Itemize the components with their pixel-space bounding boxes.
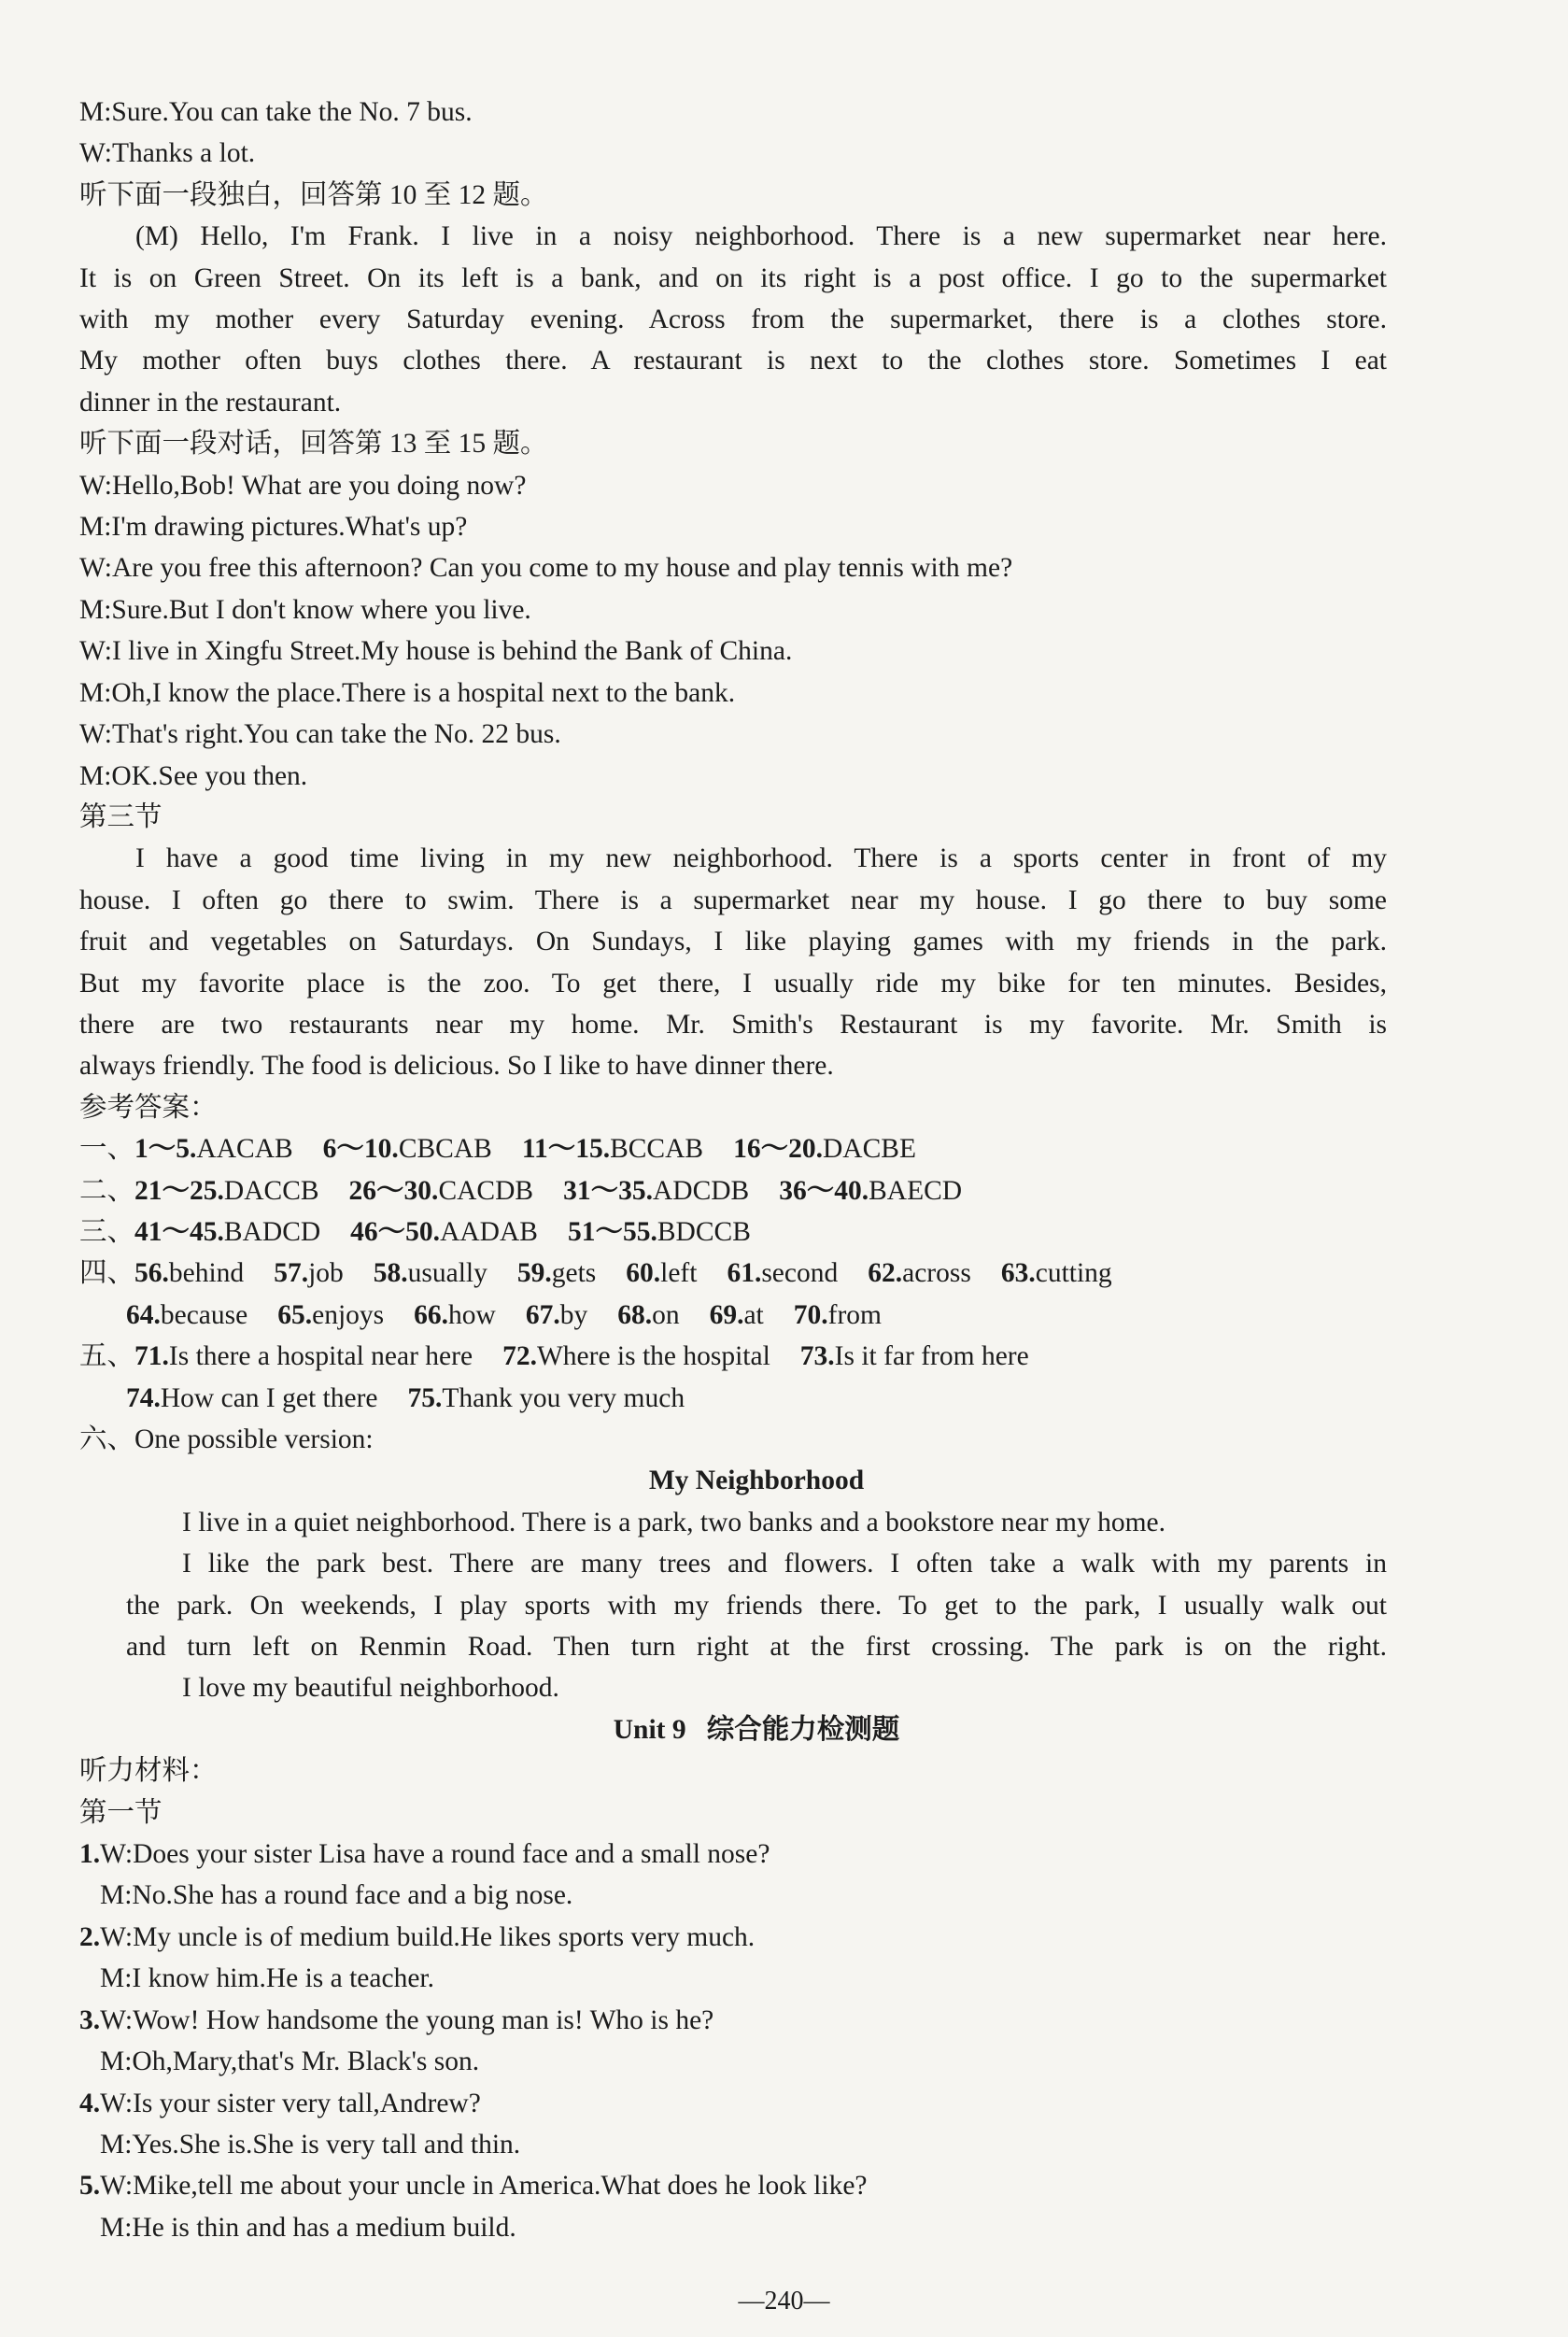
answer-range: 46～50. — [350, 1216, 441, 1247]
answer-num: 60. — [626, 1258, 661, 1289]
answer-value: DACCB — [223, 1175, 319, 1206]
answer-value: CBCAB — [398, 1134, 492, 1165]
passage-line: always friendly. The food is delicious. So I like to have dinner there. — [79, 1051, 834, 1082]
answer-range: 41～45. — [134, 1216, 224, 1247]
dialogue-line: W:I live in Xingfu Street.My house is behind the Bank of China. — [79, 636, 793, 667]
dialogue-block — [79, 465, 1387, 797]
unit-title: Unit 9 综合能力检测题 — [613, 1714, 900, 1745]
answer-value: by — [559, 1299, 588, 1330]
section-label: 第三节 — [79, 801, 162, 832]
answer-value: Is there a hospital near here — [168, 1341, 473, 1372]
answer-row-6: 六、One possible version: — [79, 1424, 374, 1454]
answer-value: gets — [551, 1258, 597, 1289]
answer-value: AADAB — [440, 1216, 538, 1247]
section3-passage — [79, 838, 1387, 1086]
answer-num: 59. — [516, 1258, 552, 1289]
monologue-line: dinner in the restaurant. — [79, 387, 342, 418]
item-number: 3. — [79, 2004, 101, 2035]
dialogue-item — [79, 2000, 1387, 2041]
answer-range: 11～15. — [521, 1134, 611, 1165]
man-line: M:No.She has a round face and a big nose. — [100, 1880, 573, 1911]
dialogue-line: M:Sure.But I don't know where you live. — [79, 594, 531, 625]
essay-body — [79, 1502, 1387, 1709]
answer-range: 31～35. — [563, 1175, 653, 1206]
dialogue-item — [79, 1917, 1387, 1958]
answer-range: 16～20. — [733, 1134, 823, 1165]
item-number: 1. — [79, 1839, 101, 1870]
answer-value: second — [761, 1258, 839, 1289]
item-number: 2. — [79, 1921, 101, 1952]
answer-value: BADCD — [223, 1216, 321, 1247]
answer-range: 51～55. — [567, 1216, 657, 1247]
dialogue-line: M:Sure.You can take the No. 7 bus. — [79, 97, 473, 127]
answer-value: BDCCB — [657, 1216, 751, 1247]
answer-value: Thank you very much — [442, 1382, 685, 1413]
answer-num: 58. — [373, 1258, 408, 1289]
monologue-line: (M) Hello, I'm Frank. I live in a noisy neighborhood. There is a new supermarket near here. — [135, 221, 1387, 252]
woman-line: W:Is your sister very tall,Andrew? — [100, 2088, 481, 2118]
answer-num: 73. — [799, 1341, 835, 1372]
answer-range: 1～5. — [134, 1134, 197, 1165]
answer-value: Where is the hospital — [536, 1341, 770, 1372]
unit9-dialogues — [79, 1834, 1387, 2248]
answer-range: 21～25. — [134, 1175, 224, 1206]
answer-num: 68. — [617, 1299, 653, 1330]
essay-line: and turn left on Renmin Road. Then turn right at the first crossing. The park is on the right. — [126, 1632, 1387, 1663]
answer-num: 63. — [1000, 1258, 1036, 1289]
answer-num: 65. — [277, 1299, 313, 1330]
answer-value: cutting — [1035, 1258, 1112, 1289]
answer-value: CACDB — [438, 1175, 534, 1206]
answer-value: behind — [168, 1258, 245, 1289]
answer-range: 36～40. — [779, 1175, 869, 1206]
answer-num: 61. — [727, 1258, 762, 1289]
answer-num: 69. — [709, 1299, 744, 1330]
dialogue-item — [79, 1834, 1387, 1875]
dialogue-item — [79, 2083, 1387, 2124]
essay-line: I like the park best. There are many trees and flowers. I often take a walk with my parents in — [182, 1549, 1387, 1579]
answer-num: 71. — [134, 1341, 169, 1372]
section-heading: 听下面一段对话，回答第 13 至 15 题。 — [79, 429, 548, 460]
essay-title: My Neighborhood — [648, 1466, 865, 1496]
answer-row-4b — [79, 1295, 1387, 1336]
answer-num: 62. — [868, 1258, 903, 1289]
dialogue-line: W:Hello,Bob! What are you doing now? — [79, 470, 527, 501]
answer-value: Is it far from here — [834, 1341, 1029, 1372]
listening-label: 听力材料： — [79, 1756, 218, 1787]
answer-value: BAECD — [869, 1175, 963, 1206]
monologue-line: My mother often buys clothes there. A restaurant is next to the clothes store. Sometimes I eat — [79, 346, 1387, 376]
answer-value: How can I get there — [160, 1382, 378, 1413]
dialogue-line: M:I'm drawing pictures.What's up? — [79, 512, 468, 543]
answer-value: at — [743, 1299, 764, 1330]
answer-range: 26～30. — [348, 1175, 439, 1206]
answer-num: 70. — [793, 1299, 828, 1330]
man-line: M:Yes.She is.She is very tall and thin. — [100, 2129, 521, 2160]
answer-prefix: 一、 — [79, 1134, 135, 1165]
answer-row-2 — [79, 1170, 1387, 1211]
man-line: M:He is thin and has a medium build. — [100, 2212, 516, 2243]
answer-value: BCCAB — [610, 1134, 704, 1165]
answer-row-1 — [79, 1128, 1387, 1169]
dialogue-line: M:OK.See you then. — [79, 760, 308, 791]
answer-value: DACBE — [822, 1134, 916, 1165]
answer-value: enjoys — [312, 1299, 385, 1330]
answer-num: 72. — [502, 1341, 537, 1372]
section-heading: 听下面一段独白，回答第 10 至 12 题。 — [79, 179, 548, 210]
essay-line: the park. On weekends, I play sports with my friends there. To get to the park, I usually walk out — [126, 1590, 1387, 1621]
dialogue-line: W:That's right.You can take the No. 22 bus. — [79, 719, 561, 750]
dialogue-item — [79, 2165, 1387, 2206]
answer-prefix: 四、 — [79, 1258, 135, 1289]
essay-paragraph: I live in a quiet neighborhood. There is a park, two banks and a bookstore near my home. — [182, 1507, 1165, 1537]
answer-num: 67. — [525, 1299, 560, 1330]
monologue-line: It is on Green Street. On its left is a bank, and on its right is a post office. I go to the supermarket — [79, 262, 1387, 293]
woman-line: W:My uncle is of medium build.He likes sports very much. — [100, 1921, 756, 1952]
page-content — [79, 92, 1387, 2248]
answer-num: 66. — [414, 1299, 449, 1330]
woman-line: W:Wow! How handsome the young man is! Who is he? — [100, 2004, 714, 2035]
answer-value: usually — [407, 1258, 487, 1289]
answer-value: ADCDB — [652, 1175, 750, 1206]
passage-line: I have a good time living in my new neighborhood. There is a sports center in front of my — [135, 843, 1387, 874]
answer-row-3 — [79, 1211, 1387, 1253]
passage-line: But my favorite place is the zoo. To get there, I usually ride my bike for ten minutes. Besides, — [79, 968, 1387, 999]
answer-num: 64. — [126, 1299, 161, 1330]
dialogue-line: W:Thanks a lot. — [79, 138, 256, 169]
answer-range: 6～10. — [322, 1134, 399, 1165]
item-number: 5. — [79, 2171, 101, 2202]
answer-value: how — [448, 1299, 496, 1330]
answer-value: on — [652, 1299, 680, 1330]
answer-row-4a — [79, 1253, 1387, 1294]
passage-line: fruit and vegetables on Saturdays. On Sundays, I like playing games with my friends in the park. — [79, 927, 1387, 957]
answer-value: left — [660, 1258, 698, 1289]
answers-label: 参考答案： — [79, 1092, 218, 1123]
answer-num: 57. — [274, 1258, 309, 1289]
passage-line: house. I often go there to swim. There is a supermarket near my house. I go there to buy some — [79, 885, 1387, 915]
section-label: 第一节 — [79, 1797, 162, 1828]
answer-num: 74. — [126, 1382, 161, 1413]
page-number: —240— — [738, 2287, 830, 2316]
answer-row-5b — [79, 1378, 1387, 1419]
passage-line: there are two restaurants near my home. Mr. Smith's Restaurant is my favorite. Mr. Smith is — [79, 1009, 1387, 1040]
answer-prefix: 五、 — [79, 1341, 135, 1372]
answer-row-5a — [79, 1336, 1387, 1377]
monologue-line: with my mother every Saturday evening. Across from the supermarket, there is a clothes store. — [79, 305, 1387, 335]
answer-value: across — [902, 1258, 971, 1289]
dialogue-line: W:Are you free this afternoon? Can you come to my house and play tennis with me? — [79, 553, 1013, 584]
answer-prefix: 二、 — [79, 1175, 135, 1206]
answer-num: 75. — [407, 1382, 443, 1413]
man-line: M:Oh,Mary,that's Mr. Black's son. — [100, 2047, 480, 2077]
man-line: M:I know him.He is a teacher. — [100, 1963, 435, 1994]
item-number: 4. — [79, 2088, 101, 2118]
answer-value: job — [308, 1258, 344, 1289]
answer-num: 56. — [134, 1258, 169, 1289]
monologue-paragraph — [79, 216, 1387, 423]
woman-line: W:Mike,tell me about your uncle in America.What does he look like? — [100, 2171, 868, 2202]
essay-paragraph: I love my beautiful neighborhood. — [182, 1673, 559, 1704]
answer-value: from — [827, 1299, 882, 1330]
answer-value: AACAB — [196, 1134, 293, 1165]
woman-line: W:Does your sister Lisa have a round face and a small nose? — [100, 1839, 770, 1870]
answer-prefix: 三、 — [79, 1216, 135, 1247]
dialogue-line: M:Oh,I know the place.There is a hospital next to the bank. — [79, 677, 736, 708]
answer-value: because — [160, 1299, 248, 1330]
